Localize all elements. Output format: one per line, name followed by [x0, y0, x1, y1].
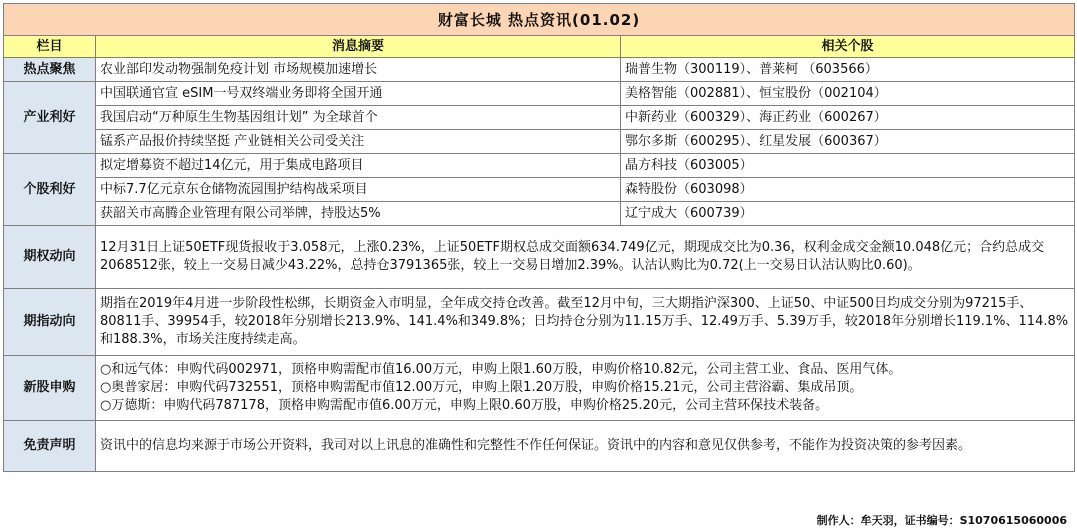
news-summary: 拟定增募资不超过14亿元，用于集成电路项目 — [96, 154, 621, 178]
hot-news-table — [3, 3, 1075, 472]
ipo-item: ○奥普家居：申购代码732551，顶格申购需配市值12.00万元，申购上限1.20万股，申购价格15.21元，公司主营浴霸、集成吊顶。 — [100, 380, 863, 395]
page-title: 财富长城 热点资讯(01.02) — [4, 4, 1075, 36]
category-stock: 个股利好 — [4, 154, 96, 226]
related-stocks: 森特股份（603098） — [621, 178, 1075, 202]
column-header-category: 栏目 — [4, 36, 96, 58]
category-industry: 产业利好 — [4, 82, 96, 154]
related-stocks: 辽宁成大（600739） — [621, 202, 1075, 226]
category-options: 期权动向 — [4, 226, 96, 289]
related-stocks: 晶方科技（603005） — [621, 154, 1075, 178]
news-summary: 农业部印发动物强制免疫计划 市场规模加速增长 — [96, 58, 621, 82]
category-hot-focus: 热点聚焦 — [4, 58, 96, 82]
column-header-stocks: 相关个股 — [621, 36, 1075, 58]
news-summary: 中国联通官宣 eSIM一号双终端业务即将全国开通 — [96, 82, 621, 106]
category-disclaimer: 免责声明 — [4, 421, 96, 472]
disclaimer-text: 资讯中的信息均来源于市场公开资料，我司对以上讯息的准确性和完整性不作任何保证。资讯中的内容和意见仅供参考，不能作为投资决策的参考因素。 — [96, 421, 1075, 472]
category-futures: 期指动向 — [4, 289, 96, 356]
ipo-item: ○和远气体：申购代码002971，顶格申购需配市值16.00万元，申购上限1.60万股，申购价格10.82元，公司主营工业、食品、医用气体。 — [100, 362, 902, 377]
related-stocks: 鄂尔多斯（600295）、红星发展（600367） — [621, 130, 1075, 154]
options-text: 12月31日上证50ETF现货报收于3.058元，上涨0.23%，上证50ETF期权总成交面额634.749亿元，期现成交比为0.36，权利金成交金额10.048亿元；合约总成交2068512张，较上一交易日减少43.22%，总持仓3791365张，较上一交易日增加2.39%。认沽认购比为0.72(上一交易日认沽认购比0.60)。 — [96, 226, 1075, 289]
news-summary: 锰系产品报价持续坚挺 产业链相关公司受关注 — [96, 130, 621, 154]
ipo-list — [96, 356, 1075, 421]
futures-text: 期指在2019年4月进一步阶段性松绑，长期资金入市明显，全年成交持仓改善。截至12月中旬，三大期指沪深300、上证50、中证500日均成交分别为97215手、80811手、39954手，较2018年分别增长213.9%、141.4%和349.8%；日均持仓分别为11.15万手、12.49万手、5.39万手，较2018年分别增长119.1%、114.8%和188.3%，市场关注度持续走高。 — [96, 289, 1075, 356]
news-summary: 中标7.7亿元京东仓储物流园围护结构战采项目 — [96, 178, 621, 202]
category-ipo: 新股申购 — [4, 356, 96, 421]
column-header-summary: 消息摘要 — [96, 36, 621, 58]
author-credit: 制作人：牟天羽，证书编号：S1070615060006 — [816, 514, 1067, 527]
news-summary: 我国启动“万种原生生物基因组计划” 为全球首个 — [96, 106, 621, 130]
related-stocks: 美格智能（002881）、恒宝股份（002104） — [621, 82, 1075, 106]
news-summary: 获韶关市高腾企业管理有限公司举牌，持股达5% — [96, 202, 621, 226]
related-stocks: 中新药业（600329）、海正药业（600267） — [621, 106, 1075, 130]
ipo-item: ○万德斯：申购代码787178，顶格申购需配市值6.00万元，申购上限0.60万股，申购价格25.20元，公司主营环保技术装备。 — [100, 398, 829, 413]
related-stocks: 瑞普生物（300119）、普莱柯 （603566） — [621, 58, 1075, 82]
